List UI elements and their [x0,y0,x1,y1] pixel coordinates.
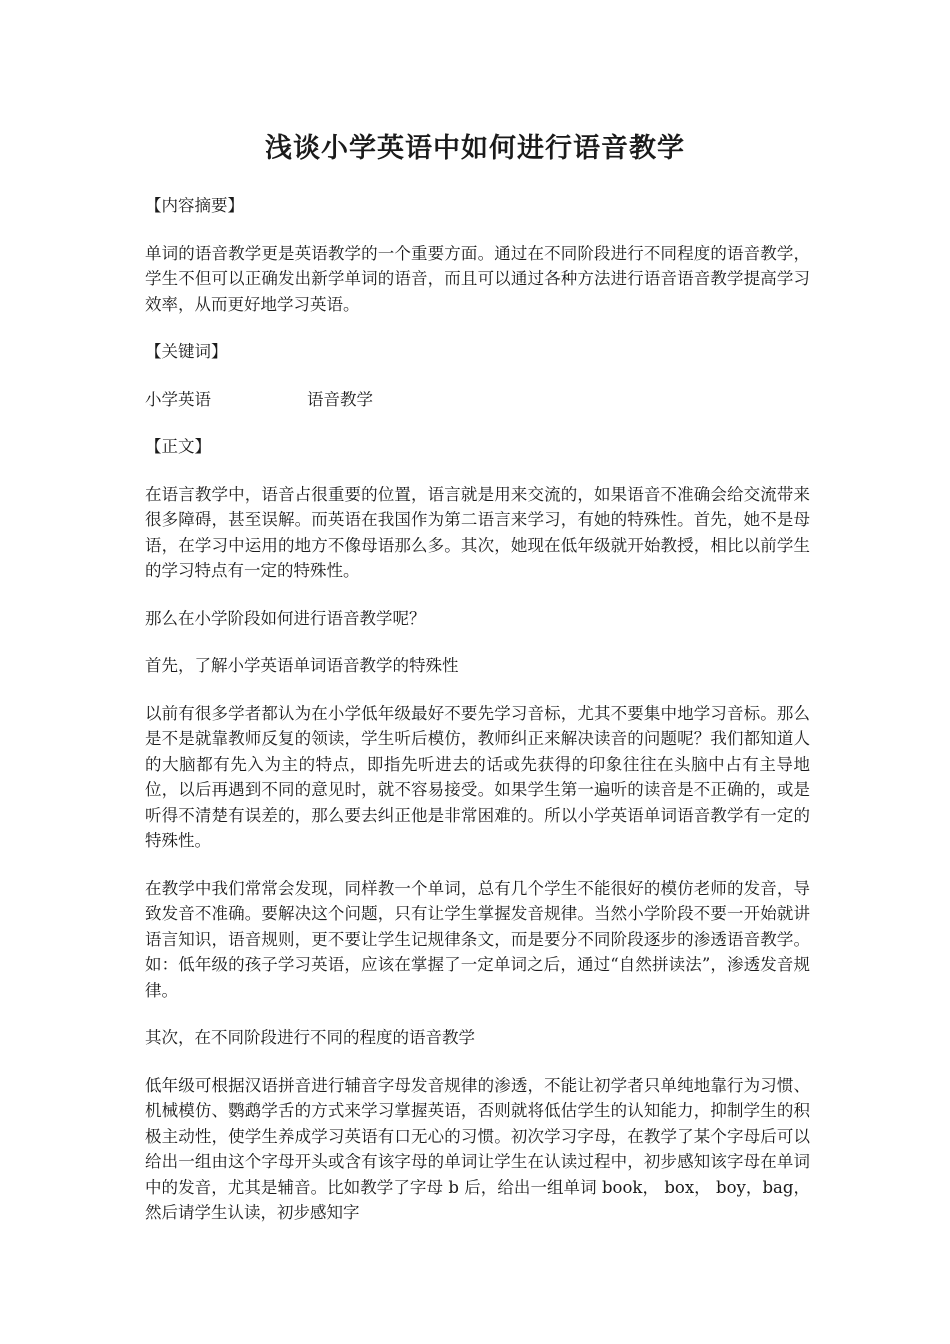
keyword-item: 小学英语 [145,389,211,409]
document-title: 浅谈小学英语中如何进行语音教学 [265,133,685,164]
abstract-heading: 【内容摘要】 [145,196,244,215]
body-paragraph: 在教学中我们常常会发现，同样教一个单词，总有几个学生不能很好的模仿老师的发音，导致发音不准确。要解决这个问题，只有让学生掌握发音规律。当然小学阶段不要一开始就讲语言知识，语音规则，更不要让学生记规律条文，而是要分不同阶段逐步的渗透语音教学。如：低年级的孩子学习英语，应该在掌握了一定单词之后，通过“自然拼读法”，渗透发音规律。 [145,878,810,1000]
keywords-line [145,387,810,413]
body-paragraph: 低年级可根据汉语拼音进行辅音字母发音规律的渗透，不能让初学者只单纯地靠行为习惯、机械模仿、鹦鹉学舌的方式来学习掌握英语，否则就将低估学生的认知能力，抑制学生的积极主动性，使学生养成学习英语有口无心的习惯。初次学习字母，在教学了某个字母后可以给出一组由这个字母开头或含有该字母的单词让学生在认读过程中，初步感知该字母在单词中的发音，尤其是辅音。比如教学了字母 b 后，给出一组单词 book， box， boy，bag，然后请学生认读，初步感知字 [145,1075,810,1222]
section-heading: 首先，了解小学英语单词语音教学的特殊性 [145,656,459,675]
document-content [145,193,810,1248]
abstract-text: 单词的语音教学更是英语教学的一个重要方面。通过在不同阶段进行不同程度的语音教学，学生不但可以正确发出新学单词的语音，而且可以通过各种方法进行语音语音教学提高学习效率，从而更好地学习英语。 [145,243,810,314]
body-paragraph: 以前有很多学者都认为在小学低年级最好不要先学习音标，尤其不要集中地学习音标。那么是不是就靠教师反复的领读，学生听后模仿，教师纠正来解决读音的问题呢？我们都知道人的大脑都有先入为主的特点，即指先听进去的话或先获得的印象往往在头脑中占有主导地位，以后再遇到不同的意见时，就不容易接受。如果学生第一遍听的读音是不正确的，或是听得不清楚有误差的，那么要去纠正他是非常困难的。所以小学英语单词语音教学有一定的特殊性。 [145,703,810,850]
section-heading: 其次，在不同阶段进行不同的程度的语音教学 [145,1028,475,1047]
body-heading: 【正文】 [145,437,211,456]
keyword-item: 语音教学 [307,389,373,409]
body-paragraph: 在语言教学中，语音占很重要的位置，语言就是用来交流的，如果语音不准确会给交流带来很多障碍，甚至误解。而英语在我国作为第二语言来学习，有她的特殊性。首先，她不是母语，在学习中运用的地方不像母语那么多。其次，她现在低年级就开始教授，相比以前学生的学习特点有一定的特殊性。 [145,484,810,580]
body-paragraph: 那么在小学阶段如何进行语音教学呢？ [145,608,426,628]
keywords-heading: 【关键词】 [145,342,228,361]
